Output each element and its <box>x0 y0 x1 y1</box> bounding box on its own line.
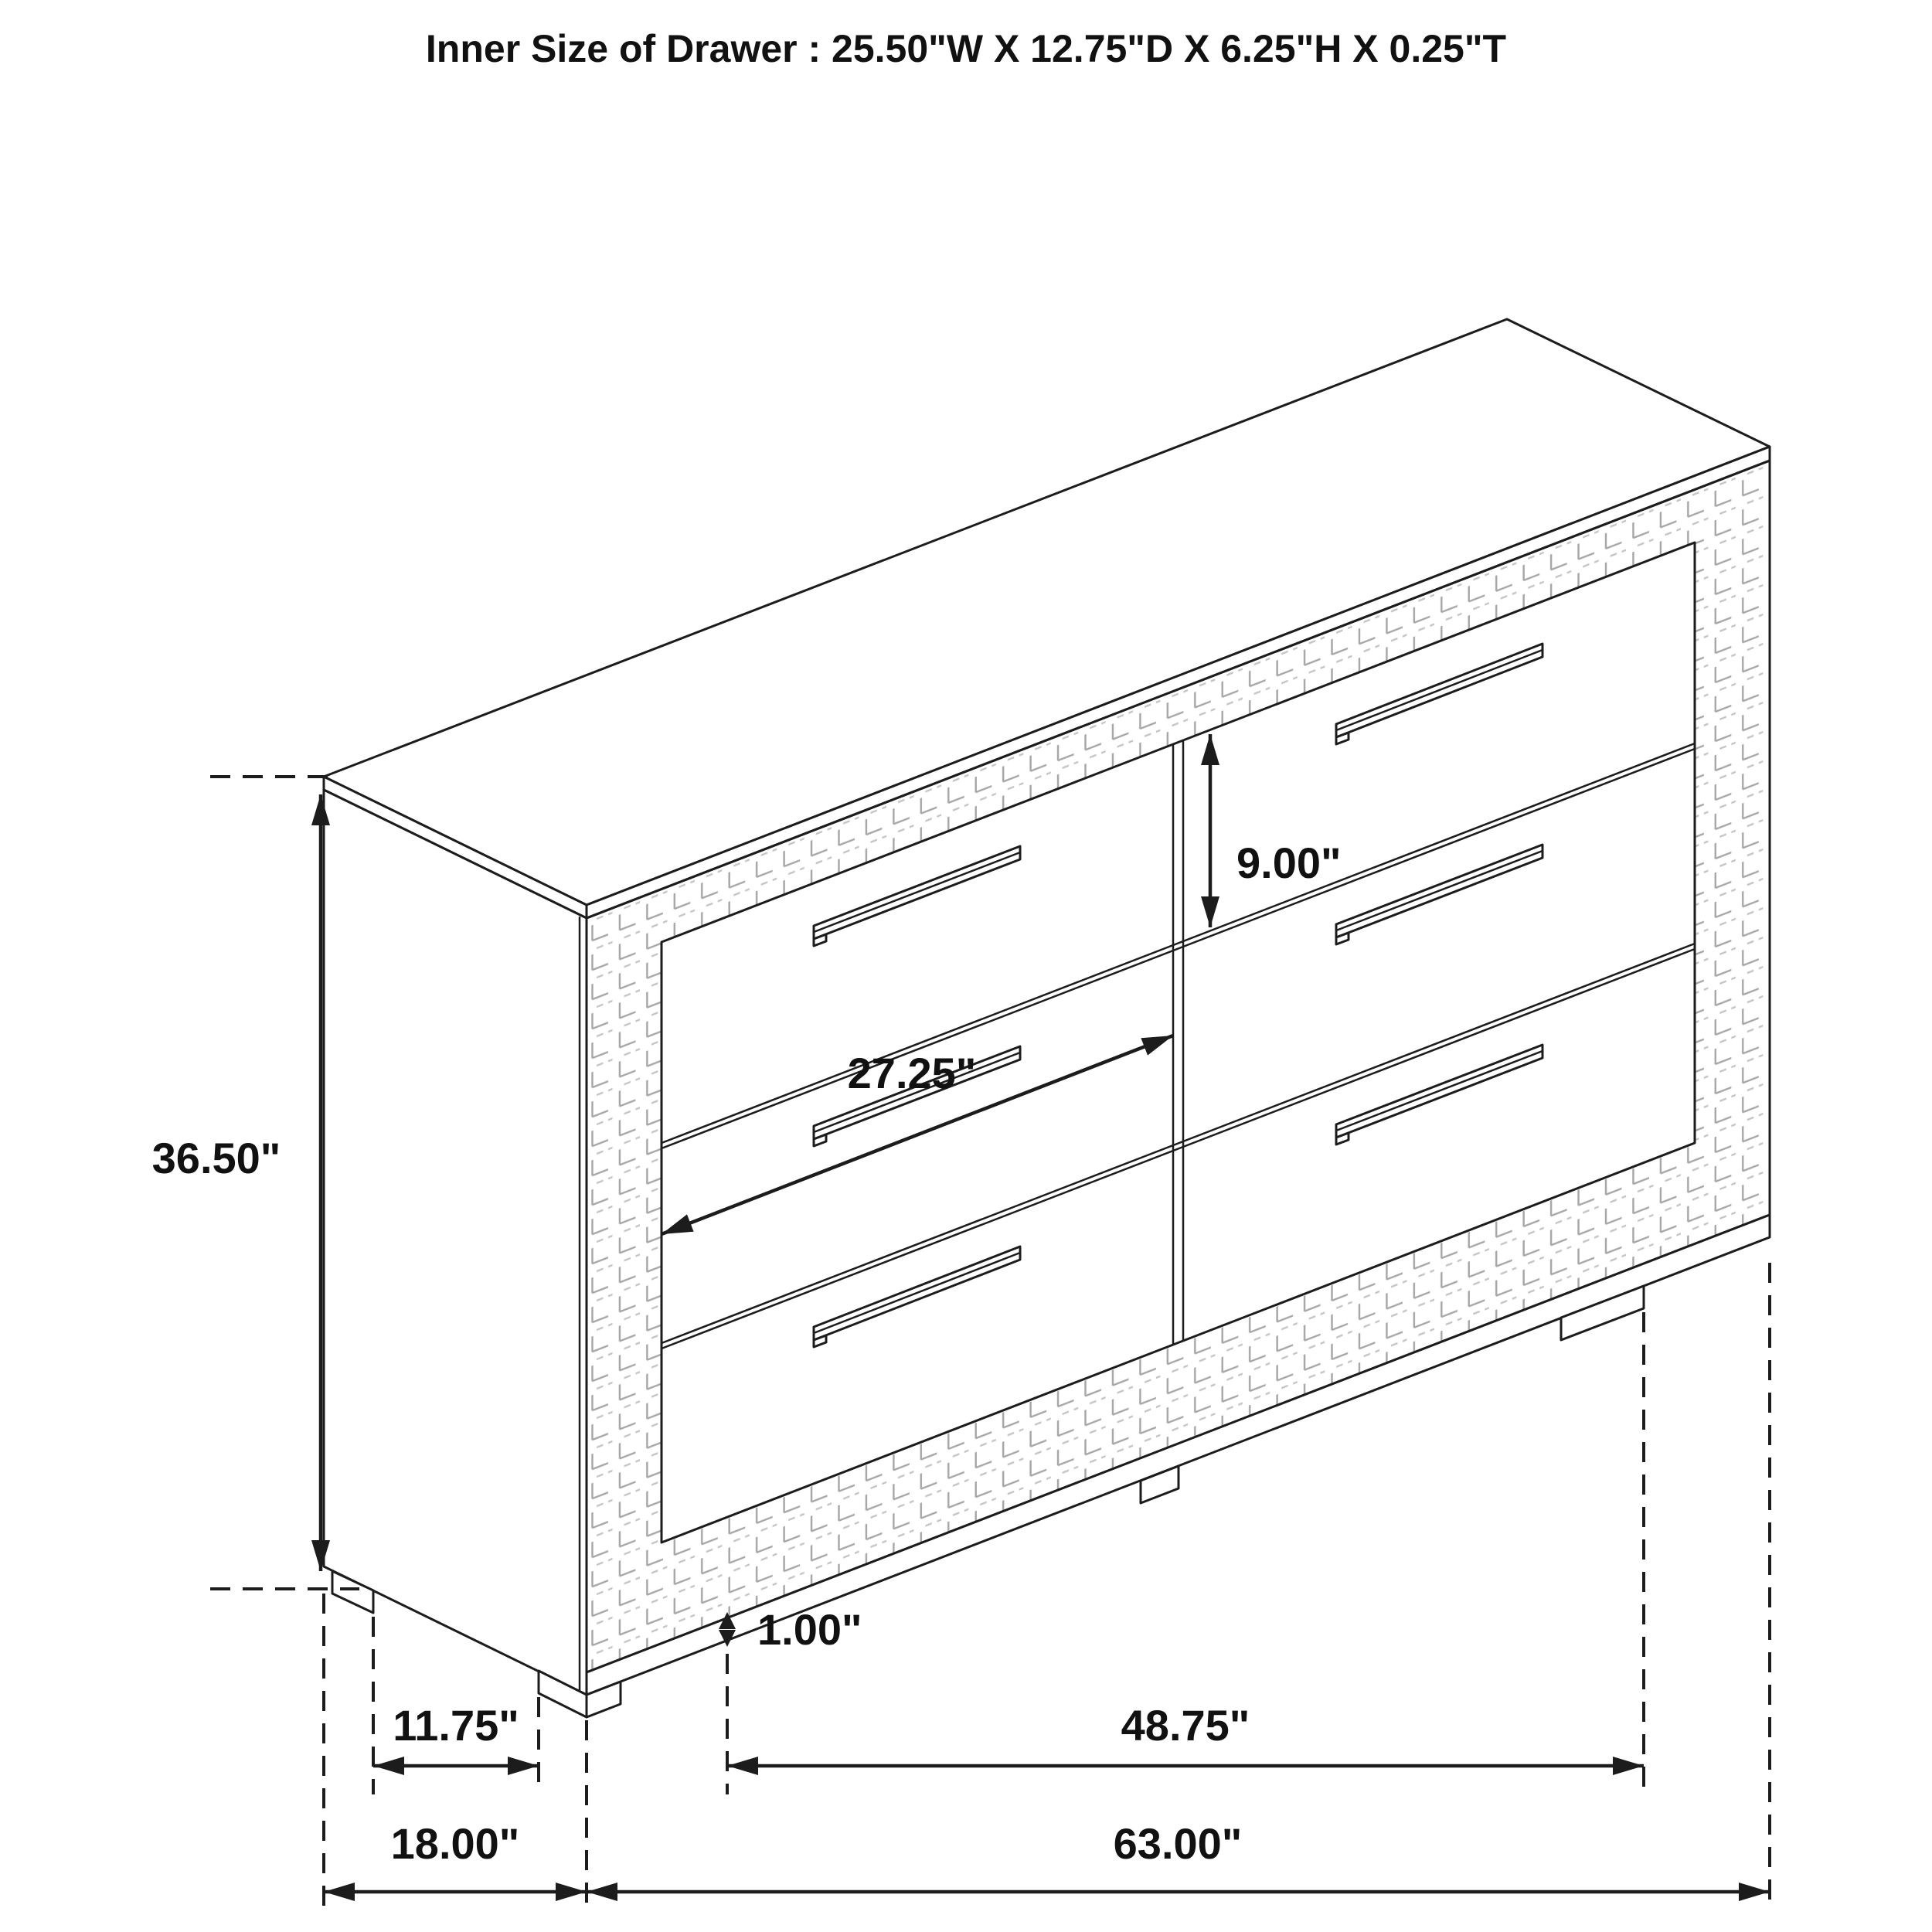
drawer-handle <box>1336 1045 1543 1145</box>
dresser-left-panel <box>324 790 587 1695</box>
overall-depth-label: 18.00" <box>390 1819 520 1868</box>
dresser-top-face <box>324 319 1770 905</box>
drawer-width-label: 27.25" <box>847 1049 977 1097</box>
front-feet-span-label: 48.75" <box>1121 1701 1250 1750</box>
dresser-drawing <box>324 319 1770 1717</box>
overall-width-label: 63.00" <box>1113 1819 1243 1868</box>
dimension-drawer-width <box>662 1036 1173 1234</box>
diagram-title: Inner Size of Drawer : 25.50"W X 12.75"D X 6.25"H X 0.25"T <box>425 27 1507 70</box>
leg-clearance-label: 11.75" <box>393 1701 519 1750</box>
overall-height-label: 36.50" <box>151 1134 281 1182</box>
drawer-handle <box>1336 845 1543 944</box>
drawer-height-label: 9.00" <box>1236 838 1342 887</box>
drawer-handle <box>814 1247 1020 1347</box>
base-height-label: 1.00" <box>757 1605 862 1654</box>
dimension-drawer-height <box>1210 734 1342 927</box>
